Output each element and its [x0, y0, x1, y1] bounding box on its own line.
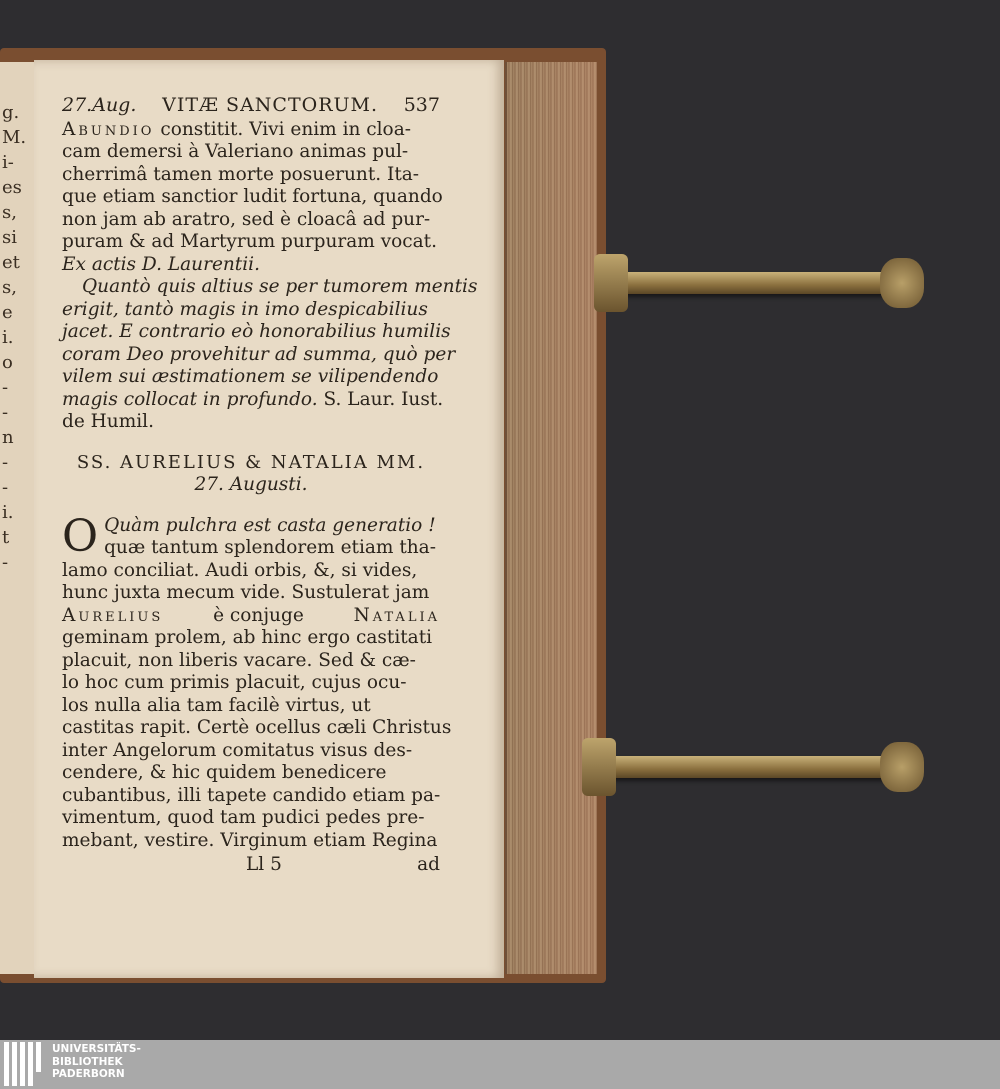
source-citation: Ex actis D. Laurentii. — [62, 253, 260, 275]
left-page-fragment: - — [2, 552, 9, 573]
body-line: castitas rapit. Certè ocellus cæli Christus — [62, 717, 452, 738]
left-page-fragment: n — [2, 427, 14, 448]
left-page-edge — [0, 62, 36, 974]
left-page-fragment: M. — [2, 127, 27, 148]
left-page-fragment: - — [2, 402, 9, 423]
left-page-fragment: et — [2, 252, 20, 273]
body-line: cendere, & hic quidem benedicere — [62, 762, 387, 783]
text-line: que etiam sanctior ludit fortuna, quando — [62, 186, 443, 207]
library-logo-icon — [4, 1042, 48, 1086]
body-line: inter Angelorum comitatus visus des- — [62, 739, 413, 761]
running-head-date: 27.Aug. — [62, 94, 137, 116]
text-line: Abundio constitit. Vivi enim in cloa- — [62, 118, 411, 140]
quote-line: Quantò quis altius se per tumorem mentis — [82, 276, 478, 297]
body-line: vimentum, quod tam pudici pedes pre- — [62, 807, 425, 828]
text-line: puram & ad Martyrum purpuram vocat. — [62, 231, 437, 252]
text-line: cherrimâ tamen morte posuerunt. Ita- — [62, 163, 420, 185]
body-line: lo hoc cum primis placuit, cujus ocu- — [62, 672, 407, 693]
library-name-line2: BIBLIOTHEK — [52, 1055, 123, 1068]
left-page-fragment: t — [2, 527, 10, 548]
body-line: cubantibus, illi tapete candido etiam pa- — [62, 784, 441, 806]
book-fore-edge — [505, 62, 597, 974]
left-page-fragment: - — [2, 452, 9, 473]
body-line: mebant, vestire. Virginum etiam Regina — [62, 829, 438, 851]
body-line: geminam prolem, ab hinc ergo castitati — [62, 627, 433, 648]
section-heading: SS. AURELIUS & NATALIA MM. — [76, 451, 426, 473]
left-page-fragment: i- — [2, 152, 14, 173]
section-date: 27. Augusti. — [194, 474, 308, 495]
body-line: hunc juxta mecum vide. Sustulerat jam — [62, 582, 430, 603]
library-name-line1: UNIVERSITÄTS- — [52, 1043, 141, 1055]
left-page-fragment: s, — [2, 277, 17, 298]
page-text — [62, 94, 478, 877]
text-line: non jam ab aratro, sed è cloacâ ad pur- — [62, 208, 431, 230]
left-page-fragment: si — [2, 227, 17, 248]
text-line: cam demersi à Valeriano animas pul- — [62, 141, 409, 162]
body-line: los nulla alia tam facilè virtus, ut — [62, 694, 371, 716]
left-page-fragment: g. — [2, 102, 20, 123]
body-line: Quàm pulchra est casta generatio ! — [104, 514, 436, 536]
quote-line: jacet. E contrario eò honorabilius humilis — [62, 321, 451, 342]
left-page-fragment: e — [2, 302, 13, 323]
quote-line: erigit, tantò magis in imo despicabilius — [62, 298, 428, 320]
library-name — [52, 1043, 141, 1081]
left-page-fragment: - — [2, 377, 9, 398]
body-line: placuit, non liberis vacare. Sed & cæ- — [62, 649, 416, 671]
left-page-fragment: s, — [2, 202, 17, 223]
quote-line: magis collocat in profundo. S. Laur. Iust. — [62, 388, 444, 410]
left-page-fragment: - — [2, 477, 9, 498]
running-head — [62, 94, 440, 117]
left-page-fragment: i. — [2, 327, 14, 348]
quote-line: coram Deo provehitur ad summa, quò per — [62, 343, 456, 365]
page-number: 537 — [403, 94, 440, 116]
quote-end: de Humil. — [62, 411, 154, 432]
running-head-title: VITÆ SANCTORUM. — [162, 94, 379, 116]
body-line: Aurelius è conjuge Natalia — [62, 604, 440, 626]
body-line: lamo conciliat. Audi orbis, &, si vides, — [62, 559, 418, 581]
left-page-fragment: i. — [2, 502, 14, 523]
clasp-top — [600, 272, 918, 294]
page-footer — [62, 854, 440, 877]
drop-capital: O — [62, 510, 99, 562]
library-footer-bar — [0, 1040, 1000, 1089]
body-line: quæ tantum splendorem etiam tha- — [104, 537, 436, 558]
clasp-bottom — [588, 756, 918, 778]
left-page-fragment: es — [2, 177, 22, 198]
left-page-fragment: o — [2, 352, 13, 373]
library-name-line3: PADERBORN — [52, 1068, 125, 1080]
quote-line: vilem sui æstimationem se vilipendendo — [62, 366, 439, 387]
signature-mark: Ll 5 — [246, 854, 282, 875]
catchword: ad — [417, 854, 440, 875]
